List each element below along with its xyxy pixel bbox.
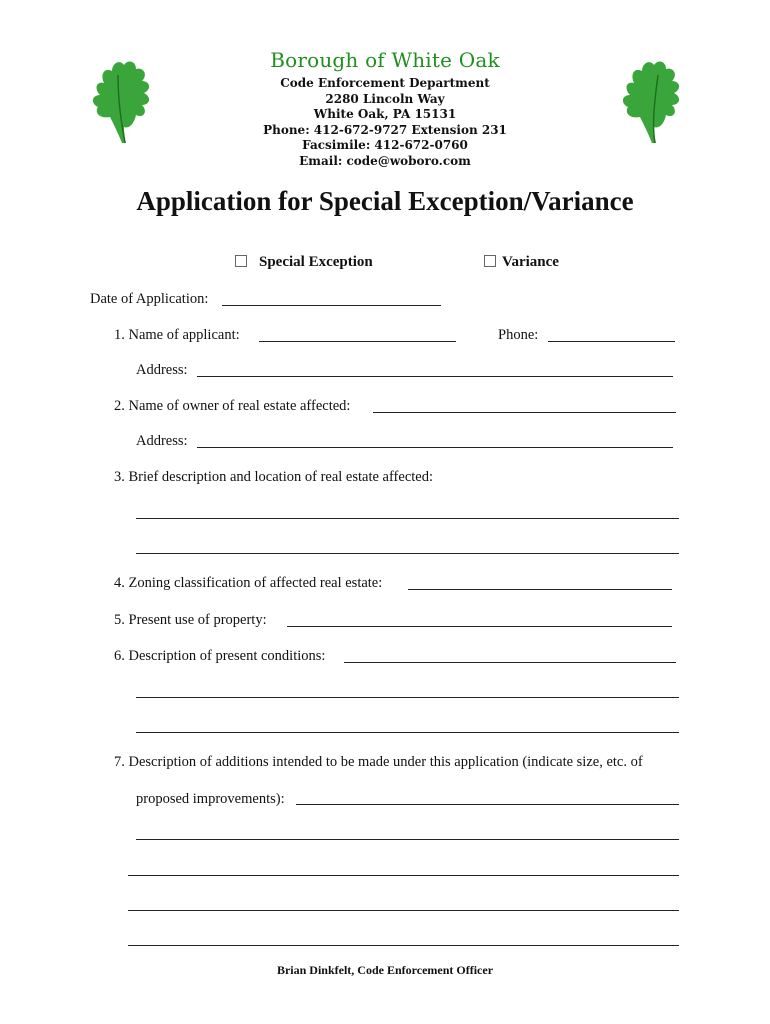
- special-exception-label: Special Exception: [259, 254, 373, 270]
- special-exception-option[interactable]: [235, 254, 373, 271]
- additions-description-label: 7. Description of additions intended to be made under this application (indicate size, etc. of: [114, 754, 643, 770]
- owner-address-label: Address:: [136, 433, 188, 449]
- date-of-application-label: Date of Application:: [90, 291, 209, 307]
- applicant-address-field[interactable]: [197, 376, 673, 377]
- zoning-classification-label: 4. Zoning classification of affected real estate:: [114, 575, 383, 591]
- proposed-improvements-label: proposed improvements):: [136, 791, 285, 807]
- street-address-line: 2280 Lincoln Way: [325, 92, 445, 106]
- page-title: Application for Special Exception/Variance: [136, 186, 634, 216]
- variance-option[interactable]: [484, 254, 559, 271]
- proposed-improvements-line-3[interactable]: [128, 875, 679, 876]
- applicant-phone-field[interactable]: [548, 341, 675, 342]
- date-of-application-field[interactable]: [222, 305, 441, 306]
- applicant-name-label: 1. Name of applicant:: [114, 327, 240, 343]
- org-name: Borough of White Oak: [270, 48, 500, 72]
- phone-line: Phone: 412-672-9727 Extension 231: [263, 123, 507, 137]
- proposed-improvements-line-5[interactable]: [128, 945, 679, 946]
- owner-address-field[interactable]: [197, 447, 673, 448]
- code-enforcement-officer: Brian Dinkfelt, Code Enforcement Officer: [276, 963, 494, 977]
- present-conditions-line-3[interactable]: [136, 732, 679, 733]
- applicant-name-field[interactable]: [259, 341, 456, 342]
- present-conditions-field[interactable]: [344, 662, 676, 663]
- real-estate-description-label: 3. Brief description and location of real estate affected:: [114, 469, 433, 485]
- proposed-improvements-line-4[interactable]: [128, 910, 679, 911]
- special-exception-checkbox[interactable]: [235, 255, 247, 267]
- real-estate-description-line-1[interactable]: [136, 518, 679, 519]
- present-conditions-line-2[interactable]: [136, 697, 679, 698]
- owner-name-label: 2. Name of owner of real estate affected:: [114, 398, 351, 414]
- zoning-classification-field[interactable]: [408, 589, 672, 590]
- email-line: Email: code@woboro.com: [299, 154, 471, 168]
- applicant-address-label: Address:: [136, 362, 188, 378]
- applicant-phone-label: Phone:: [498, 327, 539, 343]
- variance-checkbox[interactable]: [484, 255, 496, 267]
- variance-label: Variance: [502, 254, 559, 270]
- proposed-improvements-field[interactable]: [296, 804, 679, 805]
- proposed-improvements-line-2[interactable]: [136, 839, 679, 840]
- real-estate-description-line-2[interactable]: [136, 553, 679, 554]
- owner-name-field[interactable]: [373, 412, 676, 413]
- city-line: White Oak, PA 15131: [313, 107, 457, 121]
- present-conditions-label: 6. Description of present conditions:: [114, 648, 326, 664]
- department-line: Code Enforcement Department: [280, 76, 490, 90]
- present-use-field[interactable]: [287, 626, 672, 627]
- fax-line: Facsimile: 412-672-0760: [302, 138, 468, 152]
- present-use-label: 5. Present use of property:: [114, 612, 267, 628]
